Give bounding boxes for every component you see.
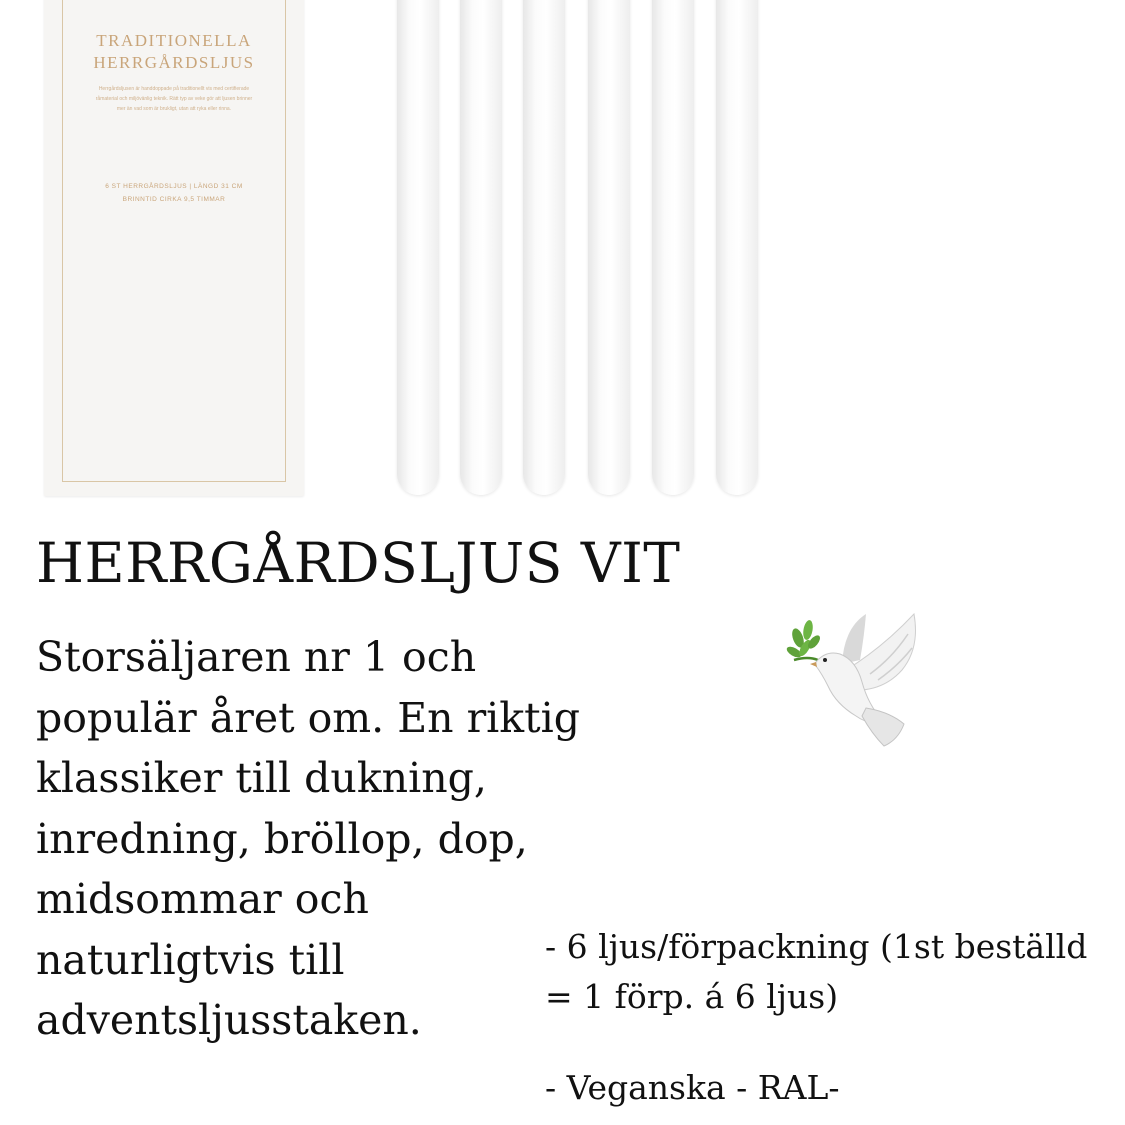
product-title: HERRGÅRDSLJUS VIT	[36, 531, 681, 595]
candle	[588, 0, 630, 495]
candle-box	[44, 0, 304, 496]
candle	[716, 0, 758, 495]
candle	[523, 0, 565, 495]
product-image	[0, 0, 1125, 510]
box-description: Herrgårdsljusen är handdoppade på traditionellt vis med certifierade råmaterial och miljövänlig teknik. Rätt typ av veke gör att ljusen brinner mer än vad som är brukligt, utan att ryka eller rinna.	[95, 86, 253, 112]
candle	[397, 0, 439, 495]
product-description: Storsäljaren nr 1 och populär året om. En riktig klassiker till dukning, inredning, bröllop, dop, midsommar och naturligtvis till adventsljusstaken.	[36, 633, 580, 1044]
candle	[652, 0, 694, 495]
candle	[460, 0, 502, 495]
feature-item: - 6 ljus/förpackning (1st beställd = 1 förp. á 6 ljus)	[545, 927, 1088, 1016]
box-spec	[64, 180, 284, 206]
box-title: TRADITIONELLA HERRGÅRDSLJUS	[93, 31, 255, 72]
box-spec-line-2: BRINNTID CIRKA 9,5 TIMMAR	[122, 196, 226, 203]
box-spec-line-1: 6 ST HERRGÅRDSLJUS | LÄNGD 31 CM	[105, 183, 243, 190]
feature-item: - Veganska - RAL-	[545, 1068, 840, 1107]
feature-list	[545, 922, 1115, 1113]
dove-with-olive-branch-icon	[786, 608, 926, 750]
feature-spacer	[545, 1022, 1115, 1063]
